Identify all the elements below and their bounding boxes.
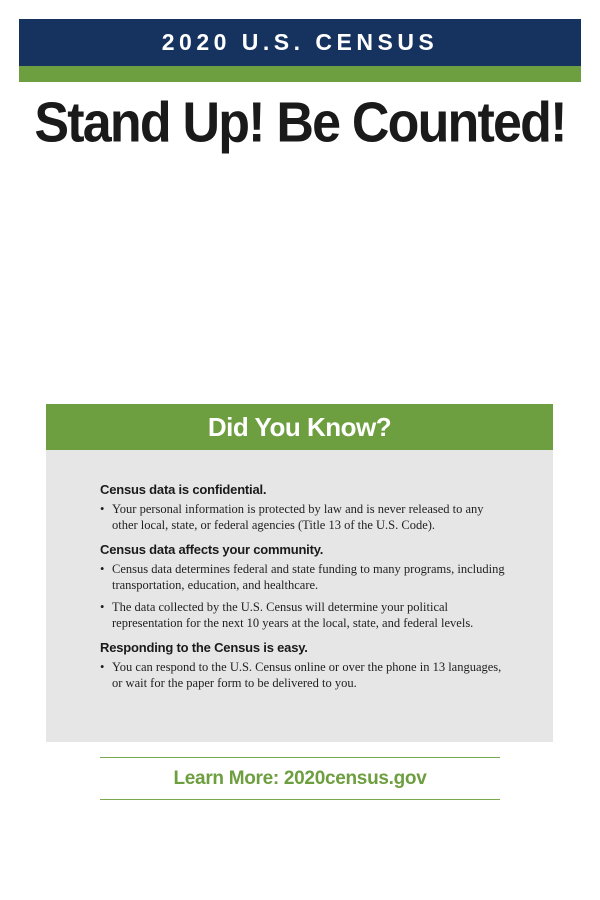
bullet-item	[100, 659, 510, 691]
bullet-list	[100, 659, 510, 691]
bullet-text: You can respond to the U.S. Census online or over the phone in 13 languages, or wait for the paper form to be delivered to you.	[112, 660, 502, 690]
bullet-icon: •	[100, 600, 105, 614]
did-you-know-title: Did You Know?	[207, 411, 392, 442]
bullet-icon: •	[100, 660, 105, 674]
section-heading: Responding to the Census is easy.	[100, 640, 308, 655]
did-you-know-body	[100, 482, 510, 700]
bullet-list	[100, 561, 510, 631]
bullet-item	[100, 561, 510, 593]
did-you-know-panel	[46, 404, 553, 742]
bullet-text: Your personal information is protected by law and is never released to any other local, state, or federal agencies (Title 13 of the U.S. Code).	[112, 502, 484, 532]
census-banner	[19, 19, 581, 66]
bullet-list	[100, 501, 510, 533]
bullet-icon: •	[100, 562, 105, 576]
section-heading: Census data is confidential.	[100, 482, 267, 497]
learn-more-link[interactable]	[100, 757, 500, 800]
learn-more-text: Learn More: 2020census.gov	[173, 767, 427, 789]
section-community	[100, 542, 510, 631]
bullet-icon: •	[100, 502, 105, 516]
did-you-know-header	[46, 404, 553, 450]
section-heading: Census data affects your community.	[100, 542, 324, 557]
bullet-text: The data collected by the U.S. Census will determine your political representation for the next 10 years at the local, state, and federal levels.	[112, 600, 474, 630]
banner-green-stripe	[19, 66, 581, 82]
bullet-item	[100, 501, 510, 533]
bullet-text: Census data determines federal and state funding to many programs, including transportation, education, and healthcare.	[112, 562, 505, 592]
section-confidential	[100, 482, 510, 533]
banner-title: 2020 U.S. CENSUS	[161, 29, 439, 55]
bullet-item	[100, 599, 510, 631]
section-easy	[100, 640, 510, 691]
page-headline: Stand Up! Be Counted!	[34, 91, 566, 155]
